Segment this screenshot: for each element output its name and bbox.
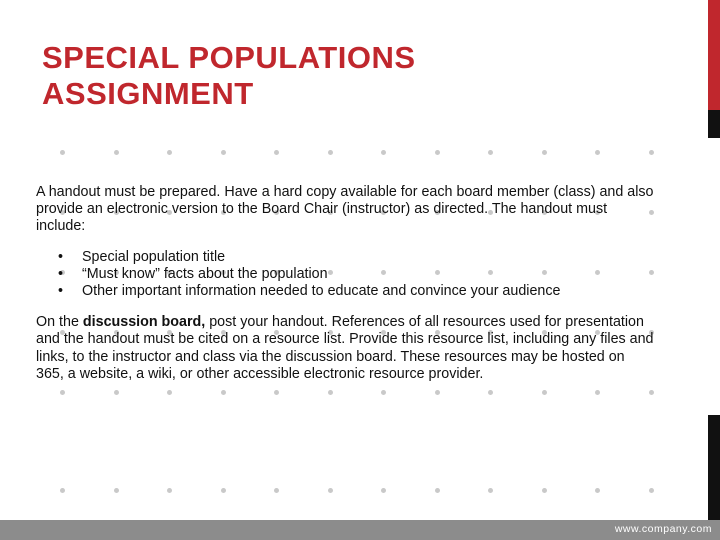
- decorative-dot: [488, 150, 493, 155]
- decorative-dot: [274, 390, 279, 395]
- requirements-list: [36, 249, 656, 301]
- decorative-dot: [274, 488, 279, 493]
- accent-bar-black-top: [708, 110, 720, 138]
- decorative-dot: [114, 488, 119, 493]
- intro-paragraph: A handout must be prepared. Have a hard copy available for each board member (class) and also provide an electronic version to the Board Chair (instructor) as directed. The handout must include:: [36, 184, 654, 235]
- closing-rest: post your handout. References of all resources used for presentation and the handout must be cited on a resource list. Provide this resource list, including any files and links, to the instructor and class via the discussion board. These resources may be hosted on 365, a website, a wiki, or other accessible electronic resource provider.: [36, 314, 654, 382]
- decorative-dot: [60, 150, 65, 155]
- decorative-dot: [435, 390, 440, 395]
- decorative-dot: [114, 150, 119, 155]
- decorative-dot: [221, 488, 226, 493]
- decorative-dot: [381, 390, 386, 395]
- list-item-text: Special population title: [82, 248, 226, 265]
- bullet-icon: •: [58, 283, 64, 300]
- decorative-dot: [595, 390, 600, 395]
- decorative-dot: [328, 488, 333, 493]
- decorative-dot: [595, 488, 600, 493]
- list-item: [36, 266, 656, 283]
- list-item: [36, 249, 656, 266]
- bullet-icon: •: [58, 248, 64, 265]
- decorative-dot: [167, 390, 172, 395]
- closing-bold-phrase: discussion board,: [82, 314, 206, 331]
- list-item: [36, 283, 656, 300]
- decorative-dot: [167, 150, 172, 155]
- accent-bar-red: [708, 0, 720, 110]
- decorative-dot: [542, 390, 547, 395]
- dot-row: [60, 390, 660, 396]
- footer-url: www.company.com: [614, 523, 712, 535]
- decorative-dot: [488, 390, 493, 395]
- closing-prefix: On the: [36, 314, 83, 331]
- slide-body: [36, 184, 656, 383]
- decorative-dot: [435, 488, 440, 493]
- decorative-dot: [542, 488, 547, 493]
- decorative-dot: [542, 150, 547, 155]
- dot-row: [60, 150, 660, 156]
- slide-title-line-1: SPECIAL POPULATIONS: [42, 40, 416, 75]
- decorative-dot: [114, 390, 119, 395]
- decorative-dot: [649, 390, 654, 395]
- decorative-dot: [60, 390, 65, 395]
- decorative-dot: [595, 150, 600, 155]
- decorative-dot: [274, 150, 279, 155]
- decorative-dot: [221, 150, 226, 155]
- decorative-dot: [649, 150, 654, 155]
- slide-title-line-2: ASSIGNMENT: [42, 76, 254, 111]
- decorative-dot: [435, 150, 440, 155]
- footer-bar: [0, 520, 720, 540]
- decorative-dot: [381, 150, 386, 155]
- decorative-dot: [328, 150, 333, 155]
- decorative-dot: [488, 488, 493, 493]
- accent-bar-black-bottom: [708, 415, 720, 520]
- slide-title: [42, 40, 662, 112]
- decorative-dot: [167, 488, 172, 493]
- bullet-icon: •: [58, 265, 64, 282]
- dot-row: [60, 488, 660, 494]
- decorative-dot: [381, 488, 386, 493]
- decorative-dot: [60, 488, 65, 493]
- list-item-text: Other important information needed to educate and convince your audience: [82, 283, 561, 300]
- decorative-dot: [328, 390, 333, 395]
- closing-paragraph: [36, 314, 656, 383]
- list-item-text: “Must know” facts about the population: [82, 265, 328, 282]
- decorative-dot: [649, 488, 654, 493]
- decorative-dot: [221, 390, 226, 395]
